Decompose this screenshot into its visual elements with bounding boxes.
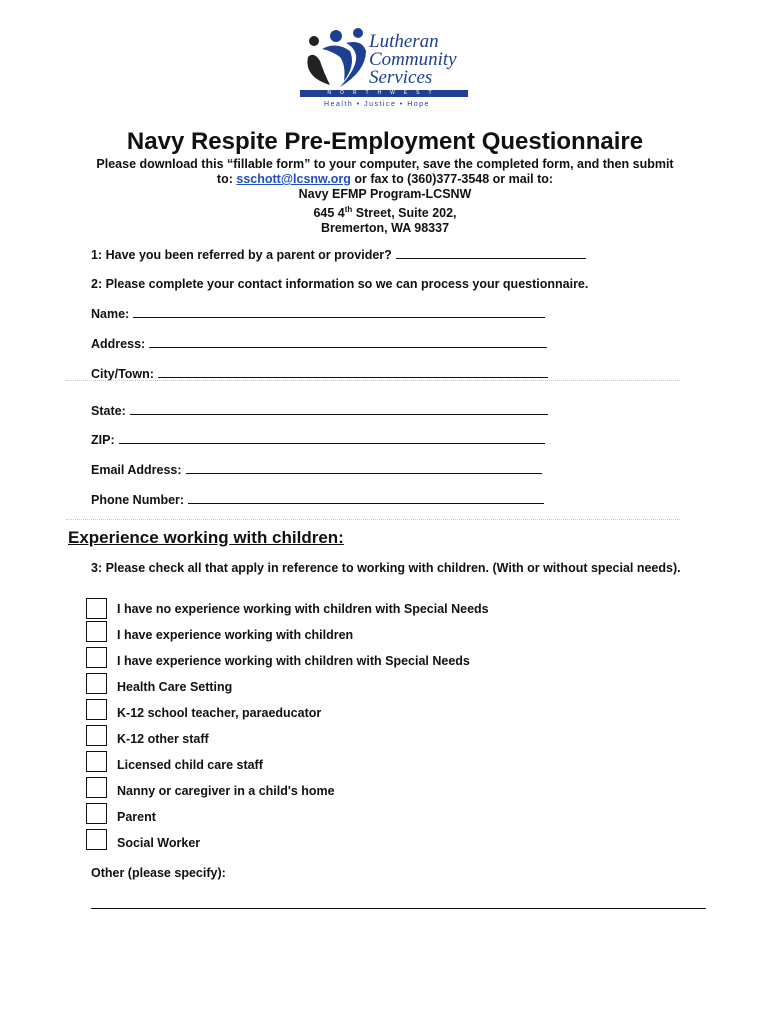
checkbox-label: K-12 other staff xyxy=(117,732,209,746)
checkbox-experience-children[interactable] xyxy=(86,621,107,642)
email-row xyxy=(91,463,542,477)
zip-row xyxy=(91,433,545,447)
address-label: Address: xyxy=(91,337,146,351)
other-specify-field[interactable] xyxy=(91,908,706,909)
name-label: Name: xyxy=(91,307,130,321)
intro-to: to: xyxy=(216,172,233,186)
name-row xyxy=(91,307,545,321)
phone-field[interactable] xyxy=(188,493,544,504)
city-field[interactable] xyxy=(158,367,548,378)
street-rest: Street, Suite 202, xyxy=(355,206,457,221)
email-field[interactable] xyxy=(186,463,542,474)
intro-line-1: Please download this “fillable form” to your computer, save the completed form, and then submit xyxy=(96,157,674,171)
intro-city: Bremerton, WA 98337 xyxy=(320,221,450,236)
checkbox-special-needs[interactable] xyxy=(86,647,107,668)
checkbox-label: Social Worker xyxy=(117,836,201,850)
phone-row xyxy=(91,493,544,507)
divider xyxy=(66,380,680,381)
referral-answer-field[interactable] xyxy=(396,248,586,259)
question-2: 2: Please complete your contact information so we can process your questionnaire. xyxy=(91,277,589,291)
logo-tagline: Health • Justice • Hope xyxy=(324,101,430,108)
checkbox-k12-other[interactable] xyxy=(86,725,107,746)
question-1-label: 1: Have you been referred by a parent or provider? xyxy=(91,248,392,262)
street-suffix: th xyxy=(344,205,353,214)
state-row xyxy=(91,404,548,418)
city-row xyxy=(91,367,548,381)
intro-block xyxy=(0,157,770,236)
email-link[interactable]: sschott@lcsnw.org xyxy=(236,172,351,186)
street-number: 645 4 xyxy=(313,206,345,221)
checkbox-nanny[interactable] xyxy=(86,777,107,798)
logo-band: NORTHWEST xyxy=(300,90,468,97)
checkbox-label: Parent xyxy=(117,810,156,824)
checkbox-licensed-child-care[interactable] xyxy=(86,751,107,772)
checkbox-label: I have experience working with children with Special Needs xyxy=(117,654,470,668)
checkbox-label: Licensed child care staff xyxy=(117,758,263,772)
intro-street xyxy=(0,202,770,221)
checkbox-label: Health Care Setting xyxy=(117,680,233,694)
logo-word-1: Lutheran xyxy=(369,31,439,52)
section-heading: Experience working with children: xyxy=(68,528,344,547)
state-field[interactable] xyxy=(130,404,548,415)
name-field[interactable] xyxy=(133,307,545,318)
intro-line-2 xyxy=(0,172,770,187)
divider xyxy=(66,519,680,520)
zip-field[interactable] xyxy=(119,433,545,444)
checkbox-social-worker[interactable] xyxy=(86,829,107,850)
checkbox-label: I have experience working with children xyxy=(117,628,354,642)
logo-word-3: Services xyxy=(369,67,433,88)
other-label: Other (please specify): xyxy=(91,866,226,880)
zip-label: ZIP: xyxy=(91,433,115,447)
phone-label: Phone Number: xyxy=(91,493,185,507)
address-field[interactable] xyxy=(149,337,547,348)
question-1 xyxy=(91,248,586,262)
checkbox-health-care[interactable] xyxy=(86,673,107,694)
checkbox-no-special-needs[interactable] xyxy=(86,598,107,619)
intro-fax: or fax to (360)377-3548 or mail to: xyxy=(354,172,554,186)
intro-address-1: Navy EFMP Program-LCSNW xyxy=(298,187,472,201)
checkbox-parent[interactable] xyxy=(86,803,107,824)
checkbox-label: Nanny or caregiver in a child's home xyxy=(117,784,335,798)
question-3: 3: Please check all that apply in reference to working with children. (With or without special needs). xyxy=(91,561,681,575)
people-heart-icon xyxy=(300,27,370,89)
email-label: Email Address: xyxy=(91,463,182,477)
checkbox-label: K-12 school teacher, paraeducator xyxy=(117,706,322,720)
city-label: City/Town: xyxy=(91,367,154,381)
page-title: Navy Respite Pre-Employment Questionnaire xyxy=(126,128,644,155)
state-label: State: xyxy=(91,404,126,418)
lcs-logo xyxy=(300,27,472,113)
address-row xyxy=(91,337,547,351)
checkbox-label: I have no experience working with children with Special Needs xyxy=(117,602,489,616)
logo-word-2: Community xyxy=(369,49,457,70)
checkbox-k12-teacher[interactable] xyxy=(86,699,107,720)
